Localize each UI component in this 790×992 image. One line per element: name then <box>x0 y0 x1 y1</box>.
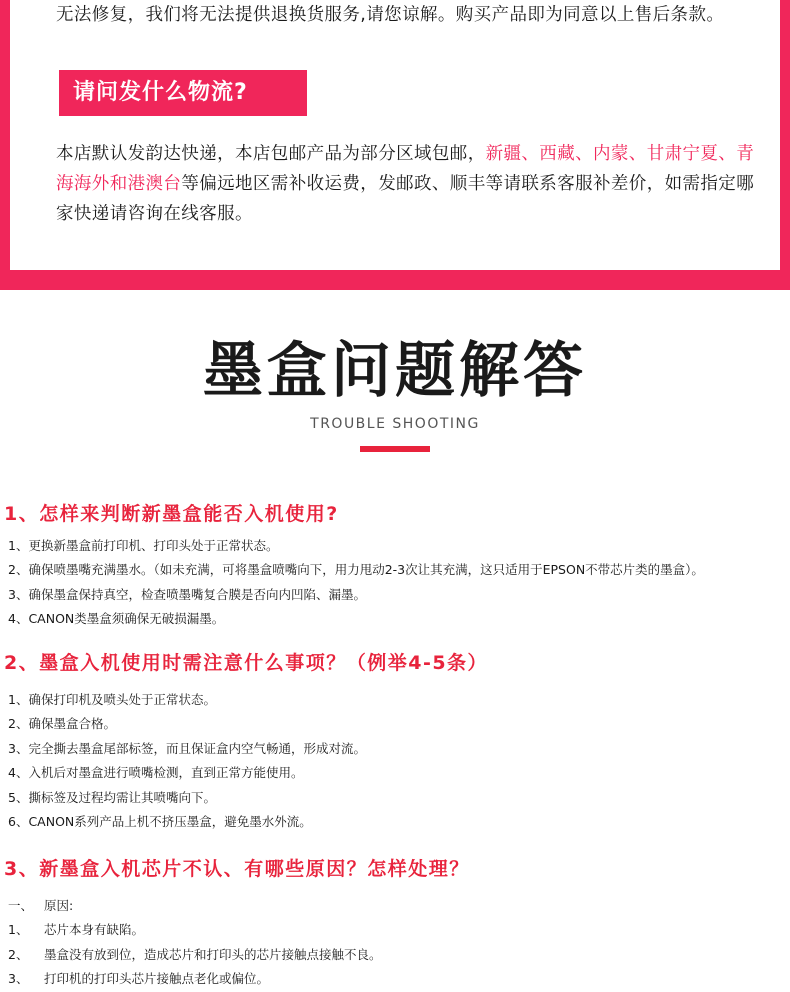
section-1-list <box>8 534 790 632</box>
list-item <box>8 943 790 967</box>
list-item: 3、完全撕去墨盒尾部标签，而且保证盒内空气畅通，形成对流。 <box>8 740 366 756</box>
section-3-list <box>8 894 790 992</box>
list-item-number: 1、 <box>8 922 29 938</box>
list-item: 1、确保打印机及喷头处于正常状态。 <box>8 692 216 707</box>
after-sales-card <box>10 0 780 270</box>
list-item-text: 芯片本身有缺陷。 <box>44 922 145 938</box>
section-heading-1: 1、怎样来判断新墨盒能否入机使用? <box>4 503 339 525</box>
section-heading-3: 3、新墨盒入机芯片不认、有哪些原因？怎样处理？ <box>4 858 470 880</box>
list-item-number: 3、 <box>8 971 29 987</box>
list-item: 2、确保墨盒合格。 <box>8 716 116 732</box>
title-underline <box>360 446 430 452</box>
logistics-text-pre: 本店默认发韵达快递，本店包邮产品为部分区域包邮， <box>56 144 486 164</box>
list-item-number: 一、 <box>8 898 34 913</box>
list-item: 5、撕标签及过程均需让其喷嘴向下。 <box>8 789 216 805</box>
list-item: 4、CANON类墨盒须确保无破损漏墨。 <box>8 611 225 627</box>
list-item-text: 打印机的打印头芯片接触点老化或偏位。 <box>44 971 270 987</box>
list-item: 4、入机后对墨盒进行喷嘴检测，直到正常方能使用。 <box>8 765 304 781</box>
page-title: 墨盒问题解答 <box>203 336 587 406</box>
list-item: 2、确保喷墨嘴充满墨水。（如未充满，可将墨盒喷嘴向下，用力甩动2-3次让其充满，这只适用于EPSON不带芯片类的墨盒）。 <box>8 562 704 578</box>
list-item: 1、更换新墨盒前打印机、打印头处于正常状态。 <box>8 538 279 553</box>
section-2-list <box>8 688 790 834</box>
list-item-text: 原因: <box>44 898 74 913</box>
list-item <box>8 894 790 918</box>
logistics-text <box>56 139 756 229</box>
list-item-number: 2、 <box>8 946 29 962</box>
page-subtitle: TROUBLE SHOOTING <box>310 416 480 432</box>
logistics-regions: 新疆、西藏、内蒙、甘肃宁夏、青海海外和港澳台 <box>56 144 755 194</box>
section-heading-2: 2、墨盒入机使用时需注意什么事项？（例举4-5条） <box>4 652 489 674</box>
logistics-text-post: 等偏远地区需补收运费，发邮政、顺丰等请联系客服补差价，如需指定哪家快递请咨询在线客服。 <box>56 174 755 224</box>
logistics-question-banner: 请问发什么物流? <box>59 70 307 116</box>
list-item-text: 墨盒没有放到位，造成芯片和打印头的芯片接触点接触不良。 <box>44 946 382 962</box>
list-item: 6、CANON系列产品上机不挤压墨盒，避免墨水外流。 <box>8 814 312 830</box>
list-item <box>8 967 790 991</box>
list-item: 3、确保墨盒保持真空，检查喷墨嘴复合膜是否向内凹陷、漏墨。 <box>8 586 366 602</box>
list-item <box>8 918 790 942</box>
warranty-text: 无法修复，我们将无法提供退换货服务,请您谅解。购买产品即为同意以上售后条款。 <box>56 5 725 25</box>
